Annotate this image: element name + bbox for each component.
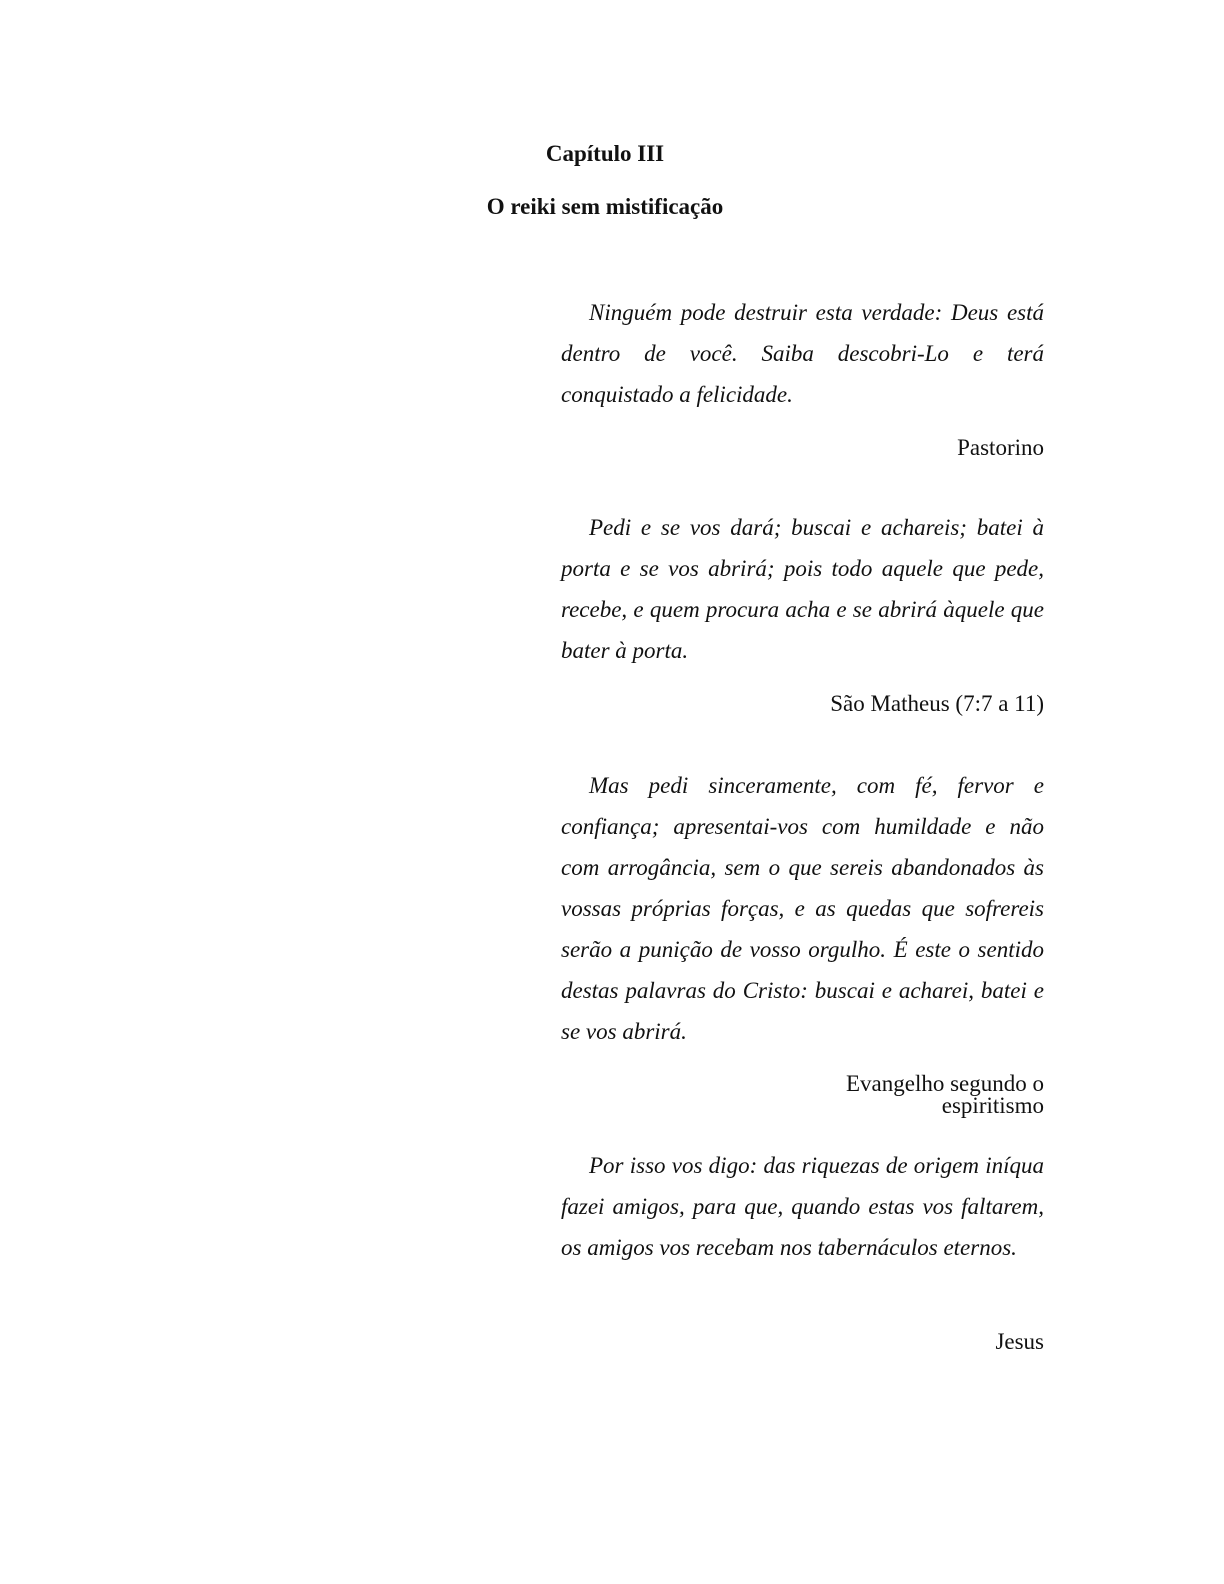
epigraph-3 [561, 765, 1044, 1052]
attribution-line: Jesus [995, 1329, 1044, 1354]
epigraph-1-attribution-block [561, 437, 1044, 459]
attribution-line: Pastorino [957, 435, 1044, 460]
epigraph-quote: Mas pedi sinceramente, com fé, fervor e confiança; apresentai-vos com humildade e não com arrogância, sem o que sereis abandonados às vossas próprias forças, e as quedas que sofrereis serão a punição de vosso orgulho. É este o sentido destas palavras do Cristo: buscai e acharei, batei e se vos abrirá. [561, 773, 1044, 1044]
epigraph-4-attribution-block [561, 1331, 1044, 1353]
epigraph-quote: Ninguém pode destruir esta verdade: Deus está dentro de você. Saiba descobri-Lo e terá conquistado a felicidade. [561, 300, 1044, 407]
epigraph-attribution [561, 437, 1044, 459]
epigraph-attribution [561, 693, 1044, 715]
attribution-line: São Matheus (7:7 a 11) [830, 691, 1044, 716]
attribution-line: Evangelho segundo o [845, 1071, 1044, 1096]
epigraph-attribution [561, 1331, 1044, 1353]
chapter-heading: Capítulo III [545, 141, 665, 166]
epigraph-2 [561, 507, 1044, 671]
chapter-title: O reiki sem mistificação [486, 194, 724, 219]
epigraph-2-attribution-block [561, 693, 1044, 715]
epigraph-quote: Por isso vos digo: das riquezas de origem iníqua fazei amigos, para que, quando estas vos faltarem, os amigos vos recebam nos tabernáculos eternos. [561, 1153, 1044, 1260]
epigraph-4 [561, 1145, 1044, 1268]
epigraph-1 [561, 292, 1044, 415]
epigraph-attribution [561, 1073, 1044, 1117]
epigraph-quote: Pedi e se vos dará; buscai e achareis; batei à porta e se vos abrirá; pois todo aquele que pede, recebe, e quem procura acha e se abrirá àquele que bater à porta. [561, 515, 1044, 663]
attribution-line: espiritismo [941, 1093, 1044, 1118]
epigraph-3-attribution-block [561, 1073, 1044, 1117]
